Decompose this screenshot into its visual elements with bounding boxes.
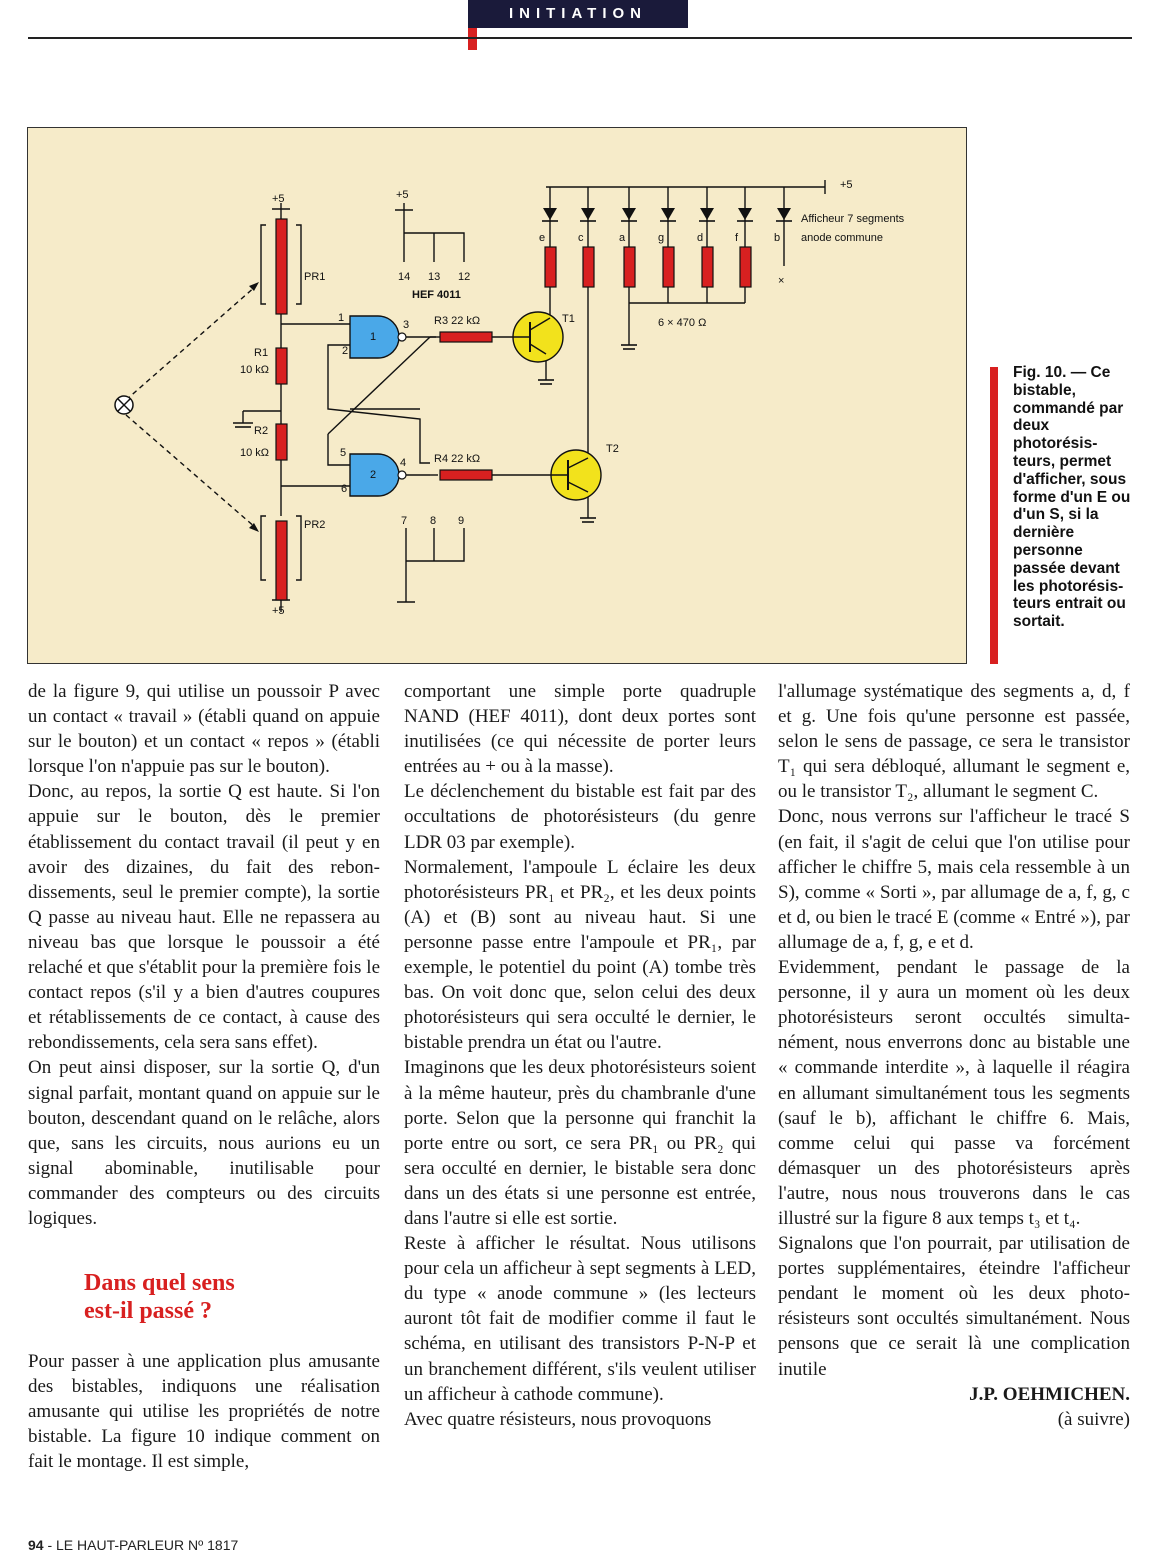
paragraph: Normalement, l'ampoule L éclaire les deux photorésisteurs PR₁ et PR₂, et les deux points (A) et (B) sont au niveau haut. Si une personne passe entre l'ampoule et PR₁, par exemple, le potentiel du point (A) tombe très bas. On voit donc que, selon celui des deux photorésisteurs qui sera occulté le dernier, le bistable prendra un état ou l'autre. <box>404 856 756 1054</box>
to-be-continued: (à suivre) <box>1057 1408 1130 1430</box>
paragraph: comportant une simple porte quadruple NAND (HEF 4011), dont deux portes sont inutilisées (ce qui nécessite de porter leurs entrées au + ou à la masse). <box>404 681 756 778</box>
publication-name: - LE HAUT-PARLEUR Nº 1817 <box>43 1537 239 1553</box>
section-tag: INITIATION <box>468 0 688 28</box>
label-node6: 6 <box>341 483 348 495</box>
label-node1: 1 <box>338 312 345 324</box>
label-r1-value: 10 kΩ <box>240 364 270 376</box>
column-3 <box>778 679 1130 1432</box>
paragraph: Signalons que l'on pourrait, par utilisation de portes supplémentaires, éteindre l'afficheur pendant le moment où les deux photo-résisteurs sont occultés simultanément. Nous pensons que ce serait là une complication inutile <box>778 1233 1130 1380</box>
paragraph: Evidemment, pendant le passage de la personne, il y aura un moment où les deux photorésisteurs seront occultés simultanément, nous enverrons donc au bistable une « commande interdite », à laquelle il réagira en allumant simultanément tous les segments (sauf le b), affichant le chiffre 6. Mais, comme celui qui passe va forcément démasquer un des photorésisteurs après l'autre, nous nous trouverons dans le cas illustré sur la figure 8 aux temps t₃ et t₄. <box>778 957 1130 1229</box>
caption-accent-bar <box>990 367 998 664</box>
figure-caption: Fig. 10. — Ce bistable, commandé par deux photorésisteurs, permet d'afficher, sous forme d'un E ou d'un S, si la dernière personne passée devant les photorésisteurs entrait ou sortait. <box>1013 364 1131 631</box>
section-heading <box>84 1269 380 1325</box>
label-gate2: 2 <box>370 469 377 481</box>
label-r2-value: 10 kΩ <box>240 447 270 459</box>
page-number: 94 <box>28 1537 44 1553</box>
column-2 <box>404 679 756 1432</box>
label-pin12: 12 <box>458 271 471 283</box>
label-pin9: 9 <box>458 515 465 527</box>
label-pin7: 7 <box>401 515 408 527</box>
label-node5: 5 <box>340 447 347 459</box>
label-display-line2: anode commune <box>801 232 883 244</box>
label-pin14: 14 <box>398 271 411 283</box>
page-footer <box>28 1537 238 1553</box>
paragraph: Avec quatre résisteurs, nous provoquons <box>404 1408 712 1430</box>
label-r1: R1 <box>254 347 269 359</box>
circuit-figure <box>27 127 967 664</box>
author-signature: J.P. OEHMICHEN. <box>969 1383 1130 1405</box>
label-pr2: PR2 <box>304 519 326 531</box>
label-seg-b: b <box>774 232 781 244</box>
label-r2: R2 <box>254 425 269 437</box>
label-node2: 2 <box>342 345 349 357</box>
paragraph: On peut ainsi disposer, sur la sortie Q, d'un signal parfait, montant quand on appuie sur le bouton, descendant quand on le relâche, alors que, sans les circuits, nous aurions eu un signal abominable, inutilisable pour commander des compteurs ou des circuits logiques. <box>28 1057 380 1229</box>
label-plus5-bottom: +5 <box>272 605 285 617</box>
label-display-line1: Afficheur 7 segments <box>801 213 905 225</box>
column-1 <box>28 679 380 1475</box>
label-seg-d: d <box>697 232 704 244</box>
section-heading-line2: est-il passé ? <box>84 1298 212 1325</box>
circuit-schematic <box>28 128 965 662</box>
label-seg-g: g <box>658 232 665 244</box>
label-ic: HEF 4011 <box>412 289 461 301</box>
paragraph: Imaginons que les deux photorésisteurs soient à la même hauteur, près du chambranle d'une porte. Selon que la personne qui franchit la porte entre ou sort, ce sera PR₁ ou PR₂ qui sera occulté en dernier, le bistable sera donc dans un des états si une personne est entrée, dans l'autre si elle est sortie. <box>404 1057 756 1229</box>
label-pr1: PR1 <box>304 271 326 283</box>
label-node3: 3 <box>403 319 410 331</box>
label-pin13: 13 <box>428 271 441 283</box>
label-pin8: 8 <box>430 515 437 527</box>
label-plus5-rail: +5 <box>840 179 853 191</box>
section-tag-accent <box>468 28 477 50</box>
label-seg-e: e <box>539 232 546 244</box>
label-gate1: 1 <box>370 331 377 343</box>
label-t2: T2 <box>606 443 619 455</box>
paragraph: Donc, au repos, la sortie Q est haute. Si l'on appuie sur le bouton, dès le premier établissement du contact travail (il peut y en avoir des dizaines, du fait des rebondissements, seul le premier compte), la sortie Q passe au niveau haut. Elle ne repassera au niveau bas que lorsque le poussoir a été relaché et que s'établit pour la première fois le contact repos (s'il y a bien d'autres coupures et rétablissements de ce contact, à cause des rebondissements, cela sera sans effet). <box>28 781 380 1054</box>
paragraph: Reste à afficher le résultat. Nous utilisons pour cela un afficheur à sept segments à LED, du type « anode commune » (les lecteurs auront tôt fait de modifier comme il faut le schéma, en utilisant des transistors P-N-P et un branchement différent, s'ils veulent utiliser un afficheur à cathode commune). <box>404 1233 756 1405</box>
label-unconnected: × <box>778 275 785 287</box>
paragraph: l'allumage systématique des segments a, d, f et g. Une fois qu'une personne est passée, selon le sens de passage, ce sera le transistor T₁ qui sera débloqué, allumant le segment e, ou le transistor T₂, allumant le segment C. <box>778 681 1130 803</box>
label-seg-a: a <box>619 232 626 244</box>
label-plus5-top: +5 <box>272 193 285 205</box>
paragraph: Pour passer à une application plus amusante des bistables, indiquons une réalisation amusante qui utilise les propriétés de notre bistable. La figure 10 indique comment on fait le montage. Il est simple, <box>28 1351 380 1473</box>
label-r4: R4 22 kΩ <box>434 453 481 465</box>
label-seg-c: c <box>578 232 584 244</box>
label-node4: 4 <box>400 457 407 469</box>
label-seg-f: f <box>735 232 739 244</box>
paragraph: Le déclenchement du bistable est fait par des occultations de photorésisteurs (du genre LDR 03 par exemple). <box>404 781 756 853</box>
paragraph: de la figure 9, qui utilise un poussoir P avec un contact « travail » (établi quand on appuie sur le bouton) et un contact « repos » (établi lorsque l'on n'appuie pas sur le bouton). <box>28 681 380 778</box>
label-t1: T1 <box>562 313 575 325</box>
label-plus5-ic: +5 <box>396 189 409 201</box>
label-r3: R3 22 kΩ <box>434 315 481 327</box>
header-rule <box>28 37 1132 39</box>
section-heading-line1: Dans quel sens <box>84 1270 235 1297</box>
paragraph: Donc, nous verrons sur l'afficheur le tracé S (en fait, il s'agit de celui que l'on utilise pour afficher le chiffre 5, mais cela ressemble à un S), comme « Sorti », par allumage de a, f, g, c et d, ou bien le tracé E (comme « Entré »), par allumage de a, f, g, e et d. <box>778 806 1130 953</box>
label-resistor-array: 6 × 470 Ω <box>658 317 707 329</box>
